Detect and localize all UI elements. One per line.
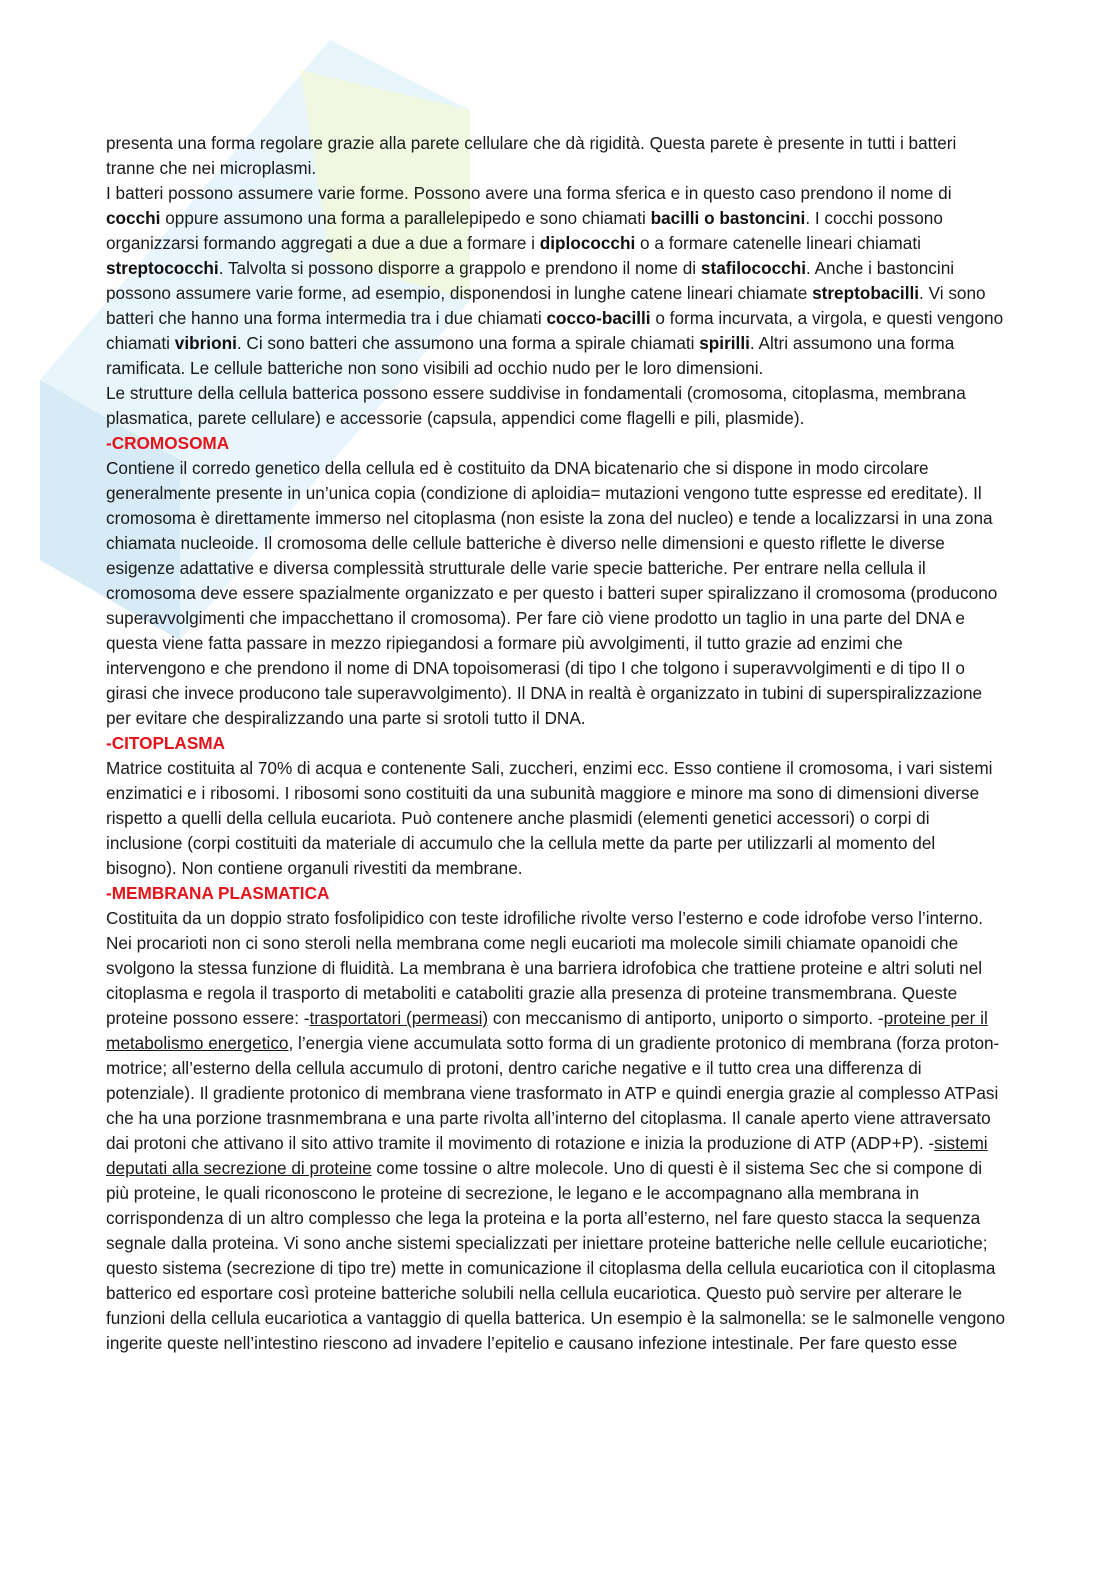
term-diplococchi: diplococchi [539, 233, 636, 253]
cromosoma-paragraph: Contiene il corredo genetico della cellula ed è costituito da DNA bicatenario che si dispone in modo circolare generalmente presente in un’unica copia (condizione di aploidia= mutazioni vengono tutte espresse ed ereditate). Il cromosoma è direttamente immerso nel citoplasma (non esiste la zona del nucleo) e tende a localizzarsi in una zona chiamata nucleoide. Il cromosoma delle cellule batteriche è diverso nelle dimensioni e questo riflette le diverse esigenze adattative e diversa complessità strutturale delle varie specie batteriche. Per entrare nella cellula il cromosoma deve essere spazialmente organizzato e per questo i batteri super spiralizzano il cromosoma (producono superavvolgimenti che impacchettano il cromosoma). Per fare ciò viene prodotto un taglio in una parte del DNA e questa viene fatta passare in mezzo ripiegandosi a formare più avvolgimenti, il tutto grazie ad enzimi che intervengono e che prendono il nome di DNA topoisomerasi (di tipo I che tolgono i superavvolgimenti e di tipo II o girasi che invece producono tale superavvolgimento). Il DNA in realtà è organizzato in tubini di superspiralizzazione per evitare che despiralizzando una parte si srotoli tutto il DNA. [106, 458, 998, 728]
heading-membrana-plasmatica: -MEMBRANA PLASMATICA [106, 883, 330, 903]
term-metabolismo-energetico: proteine per il metabolismo energetico [106, 1008, 988, 1053]
term-spirilli: spirilli [699, 333, 750, 353]
citoplasma-paragraph: Matrice costituita al 70% di acqua e contenente Sali, zuccheri, enzimi ecc. Esso contiene il cromosoma, i vari sistemi enzimatici e i ribosomi. I ribosomi sono costituiti da una subunità maggiore e minore ma sono di dimensioni diverse rispetto a quelli della cellula eucariota. Può contenere anche plasmidi (elementi genetici accessori) o corpi di inclusione (corpi costituiti da materiale di accumulo che la cellula mette da parte per utilizzarli al momento del bisogno). Non contiene organuli rivestiti da membrane. [106, 758, 993, 878]
document-page [106, 131, 1006, 1356]
term-cocchi: cocchi [106, 208, 161, 228]
heading-cromosoma: -CROMOSOMA [106, 433, 230, 453]
term-trasportatori: trasportatori (permeasi) [309, 1008, 489, 1028]
structures-paragraph: Le strutture della cellula batterica possono essere suddivise in fondamentali (cromosoma, citoplasma, membrana plasmatica, parete cellulare) e accessorie (capsula, appendici come flagelli e pili, plasmide). [106, 383, 966, 428]
term-bacilli: bacilli o bastoncini [650, 208, 806, 228]
intro-paragraph: presenta una forma regolare grazie alla parete cellulare che dà rigidità. Questa parete è presente in tutti i batteri tranne che nei microplasmi. [106, 133, 957, 178]
term-secrezione-proteine: sistemi deputati alla secrezione di proteine [106, 1133, 988, 1178]
membrana-paragraph: Costituita da un doppio strato fosfolipidico con teste idrofiliche rivolte verso l’esterno e code idrofobe verso l’interno. Nei procarioti non ci sono steroli nella membrana come negli eucarioti ma molecole simili chiamate opanoidi che svolgono la stessa funzione di fluidità. La membrana è una barriera idrofobica che trattiene proteine e altri soluti nel citoplasma e regola il trasporto di metaboliti e cataboliti grazie alla presenza di proteine transmembrana. Queste proteine possono essere: -trasportatori (permeasi) con meccanismo di antiporto, uniporto o simporto. -proteine per il metabolismo energetico, l’energia viene accumulata sotto forma di un gradiente protonico di membrana (forza proton-motrice; all’esterno della cellula accumulo di protoni, dentro cariche negative e il tutto crea una differenza di potenziale). Il gradiente protonico di membrana viene trasformato in ATP e quindi energia grazie al complesso ATPasi che ha una porzione trasnmembrana e una parte rivolta all’interno del citoplasma. Il canale aperto viene attraversato dai protoni che attivano il sito attivo tramite il movimento di rotazione e inizia la produzione di ATP (ADP+P). -sistemi deputati alla secrezione di proteine come tossine o altre molecole. Uno di questi è il sistema Sec che si compone di più proteine, le quali riconoscono le proteine di secrezione, le legano e le accompagnano alla membrana in corrispondenza di un altro complesso che lega la proteina e la porta all’esterno, nel fare questo stacca la sequenza segnale dalla proteina. Vi sono anche sistemi specializzati per iniettare proteine batteriche nelle cellule eucariotiche; questo sistema (secrezione di tipo tre) mette in comunicazione il citoplasma della cellula eucariotica con il citoplasma batterico ed esportare così proteine batteriche solubili nella cellula eucariotica. Questo può servire per alterare le funzioni della cellula eucariotica a vantaggio di quella batterica. Un esempio è la salmonella: se le salmonelle vengono ingerite queste nell’intestino riescono ad invadere l’epitelio e causano infezione intestinale. Per fare questo esse [106, 908, 1006, 1353]
term-stafilococchi: stafilococchi [700, 258, 806, 278]
term-streptococchi: streptococchi [106, 258, 219, 278]
term-vibrioni: vibrioni [174, 333, 237, 353]
term-streptobacilli: streptobacilli [812, 283, 920, 303]
forms-paragraph: I batteri possono assumere varie forme. Possono avere una forma sferica e in questo caso prendono il nome di cocchi oppure assumono una forma a parallelepipedo e sono chiamati bacilli o bastoncini. I cocchi possono organizzarsi formando aggregati a due a due a formare i diplococchi o a formare catenelle lineari chiamati streptococchi. Talvolta si possono disporre a grappolo e prendono il nome di stafilococchi. Anche i bastoncini possono assumere varie forme, ad esempio, disponendosi in lunghe catene lineari chiamate streptobacilli. Vi sono batteri che hanno una forma intermedia tra i due chiamati cocco-bacilli o forma incurvata, a virgola, e questi vengono chiamati vibrioni. Ci sono batteri che assumono una forma a spirale chiamati spirilli. Altri assumono una forma ramificata. Le cellule batteriche non sono visibili ad occhio nudo per le loro dimensioni. [106, 183, 1004, 378]
heading-citoplasma: -CITOPLASMA [106, 733, 226, 753]
term-cocco-bacilli: cocco-bacilli [546, 308, 651, 328]
